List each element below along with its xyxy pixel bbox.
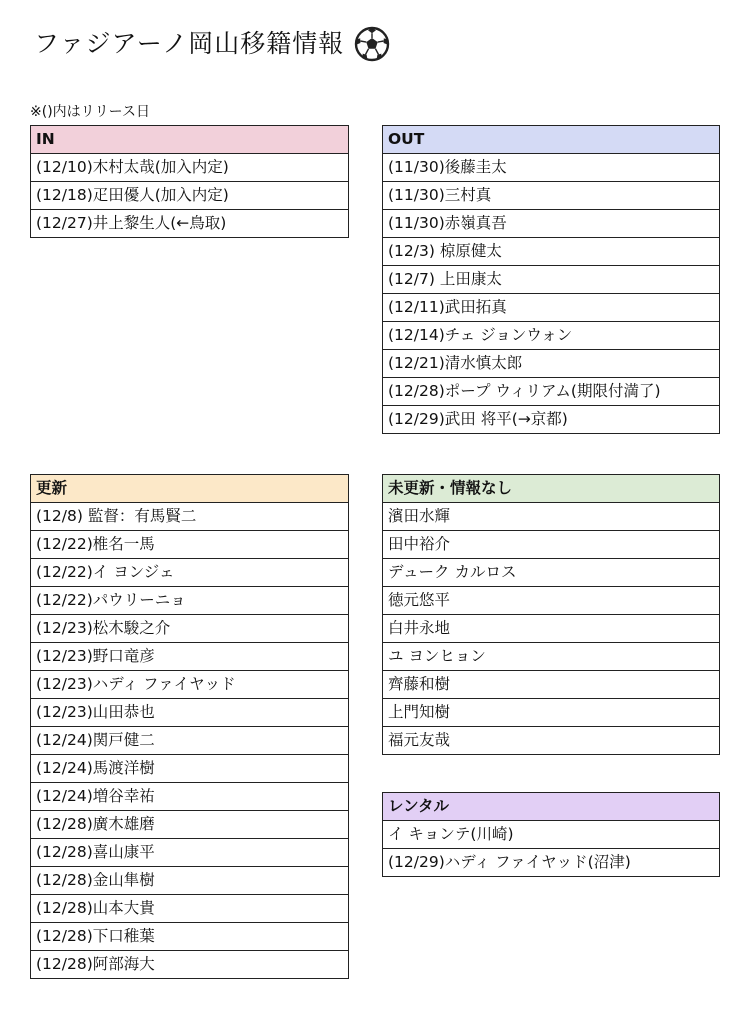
table-row [383,671,720,699]
table-row [383,821,720,849]
table-cell: (12/28)下口稚葉 [31,923,349,951]
table-cell: (12/24)馬渡洋樹 [31,755,349,783]
soccer-ball-icon [354,26,390,62]
page-title-text: ファジアーノ岡山移籍情報 [34,29,345,58]
table-row [383,727,720,755]
table-cell: 田中裕介 [383,531,720,559]
table-cell: (12/28)ポープ ウィリアム(期限付満了) [383,378,720,406]
table-row [31,699,349,727]
table-cell: (12/11)武田拓真 [383,294,720,322]
table-cell: (12/29)武田 将平(→京都) [383,406,720,434]
table-row [383,182,720,210]
table-cell: (12/22)パウリーニョ [31,587,349,615]
table-row [383,378,720,406]
release-date-note: ※()内はリリース日 [30,104,150,120]
table-row [383,238,720,266]
table-cell: (12/24)関戸健二 [31,727,349,755]
table-cell: (12/28)喜山康平 [31,839,349,867]
table-cell: (12/14)チェ ジョンウォン [383,322,720,350]
table-out [382,125,720,434]
table-cell: (12/22)イ ヨンジェ [31,559,349,587]
table-cell: 福元友哉 [383,727,720,755]
table-cell: (12/18)疋田優人(加入内定) [31,182,349,210]
table-rental [382,792,720,877]
table-row [31,182,349,210]
table-cell: (12/23)ハディ ファイヤッド [31,671,349,699]
table-cell: (12/3) 椋原健太 [383,238,720,266]
table-header: 未更新・情報なし [383,475,720,503]
table-row [383,559,720,587]
table-row [383,849,720,877]
table-cell: (11/30)後藤圭太 [383,154,720,182]
table-header: IN [31,126,349,154]
table-row [31,755,349,783]
table-row [383,587,720,615]
table-row [31,615,349,643]
table-update [30,474,349,979]
table-row [31,811,349,839]
table-cell: (12/29)ハディ ファイヤッド(沼津) [383,849,720,877]
table-cell: (12/28)廣木雄磨 [31,811,349,839]
table-header: OUT [383,126,720,154]
table-row [31,727,349,755]
page-title [34,24,390,64]
table-row [31,895,349,923]
table-cell: 濱田水輝 [383,503,720,531]
table-cell: イ キョンテ(川崎) [383,821,720,849]
table-cell: (12/23)野口竜彦 [31,643,349,671]
table-row [383,699,720,727]
table-row [383,154,720,182]
table-cell: (12/28)山本大貴 [31,895,349,923]
table-row [383,294,720,322]
table-row [31,783,349,811]
table-cell: (11/30)赤嶺真吾 [383,210,720,238]
table-row [31,951,349,979]
table-cell: (11/30)三村真 [383,182,720,210]
table-row [31,154,349,182]
table-cell: (12/27)井上黎生人(←鳥取) [31,210,349,238]
table-row [383,406,720,434]
table-row [31,559,349,587]
table-row [31,587,349,615]
table-cell: 徳元悠平 [383,587,720,615]
table-cell: (12/7) 上田康太 [383,266,720,294]
table-cell: デューク カルロス [383,559,720,587]
table-cell: 白井永地 [383,615,720,643]
table-cell: (12/23)山田恭也 [31,699,349,727]
table-row [31,643,349,671]
table-cell: ユ ヨンヒョン [383,643,720,671]
table-row [31,923,349,951]
table-cell: (12/21)清水慎太郎 [383,350,720,378]
table-cell: (12/28)金山隼樹 [31,867,349,895]
table-cell: (12/28)阿部海大 [31,951,349,979]
table-cell: (12/22)椎名一馬 [31,531,349,559]
table-row [383,322,720,350]
table-in [30,125,349,238]
table-cell: 齊藤和樹 [383,671,720,699]
table-row [383,643,720,671]
table-row [383,210,720,238]
table-cell: (12/24)増谷幸祐 [31,783,349,811]
table-row [31,839,349,867]
table-header: 更新 [31,475,349,503]
table-row [31,867,349,895]
table-cell: (12/10)木村太哉(加入内定) [31,154,349,182]
table-header: レンタル [383,793,720,821]
table-cell: 上門知樹 [383,699,720,727]
table-row [383,615,720,643]
table-not-updated [382,474,720,755]
table-row [31,671,349,699]
table-cell: (12/23)松木駿之介 [31,615,349,643]
table-row [31,210,349,238]
table-row [383,531,720,559]
table-row [383,350,720,378]
table-row [31,503,349,531]
table-row [383,266,720,294]
table-cell: (12/8) 監督：有馬賢二 [31,503,349,531]
table-row [383,503,720,531]
table-row [31,531,349,559]
